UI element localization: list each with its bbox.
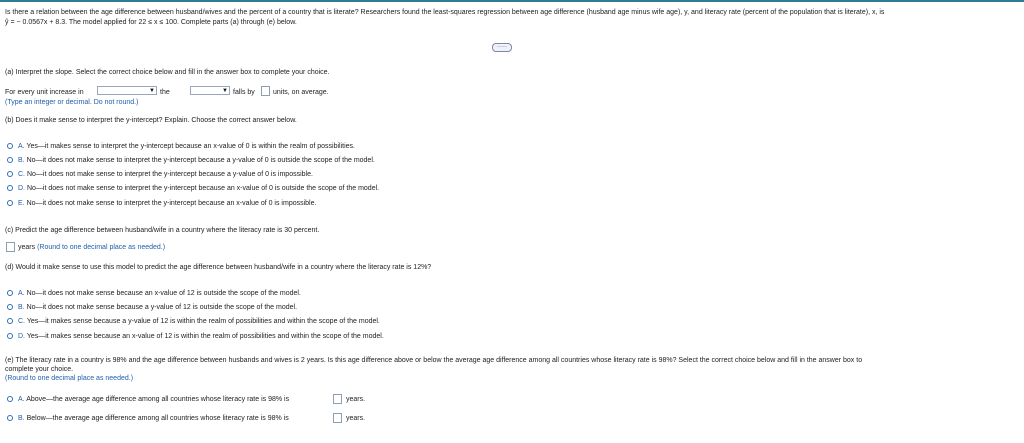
chevron-down-icon: ▼ (149, 88, 155, 94)
part-a-hint: (Type an integer or decimal. Do not round.) (5, 99, 139, 106)
part-c-years-line (18, 243, 165, 252)
part-b-radio-c[interactable] (7, 171, 13, 177)
part-a-variable-dropdown-1[interactable] (97, 86, 157, 95)
part-e-years-b: years. (346, 415, 366, 422)
option-letter: C. (18, 171, 25, 178)
option-text: No—it does not make sense to interpret the y-intercept because an x-value of 0 is impossible. (26, 200, 317, 207)
part-d-radio-c[interactable] (7, 318, 13, 324)
part-d-prompt: (d) Would it make sense to use this model to predict the age difference between husband/wife in a country where the literacy rate is 12%? (5, 264, 432, 271)
part-b-radio-e[interactable] (7, 200, 13, 206)
part-d-option-b[interactable] (18, 303, 297, 312)
part-e-radio-a[interactable] (7, 396, 13, 402)
option-letter: B. (18, 415, 25, 422)
part-d-option-c[interactable] (18, 317, 380, 326)
part-a-units-average: units, on average. (273, 89, 329, 96)
part-a-falls-by: falls by (233, 89, 255, 96)
option-text: No—it does not make sense to interpret the y-intercept because a y-value of 0 is impossible. (26, 171, 313, 178)
option-letter: A. (18, 143, 25, 150)
option-text: Yes—it makes sense because an x-value of 12 is within the realm of possibilities and within the scope of the model. (26, 333, 384, 340)
option-letter: B. (18, 304, 25, 311)
part-a-variable-dropdown-2[interactable] (190, 86, 230, 95)
option-letter: B. (18, 157, 25, 164)
part-c-answer-box[interactable] (6, 242, 15, 252)
part-e-option-a[interactable] (18, 395, 289, 404)
chevron-down-icon: ▼ (222, 88, 228, 94)
part-b-option-a[interactable] (18, 142, 355, 151)
part-b-radio-d[interactable] (7, 185, 13, 191)
option-text: Below—the average age difference among all countries whose literacy rate is 98% is (26, 415, 289, 422)
part-b-option-e[interactable] (18, 199, 316, 208)
part-b-prompt: (b) Does it make sense to interpret the y-intercept? Explain. Choose the correct answer below. (5, 117, 297, 124)
intro-line-2: ŷ = − 0.0567x + 8.3. The model applied for 22 ≤ x ≤ 100. Complete parts (a) through (e) below. (5, 19, 297, 26)
part-d-radio-b[interactable] (7, 304, 13, 310)
part-e-years-a: years. (346, 396, 366, 403)
option-text: No—it does not make sense to interpret the y-intercept because a y-value of 0 is outside the scope of the model. (26, 157, 375, 164)
part-a-sentence-start: For every unit increase in (5, 89, 84, 96)
part-c-hint: (Round to one decimal place as needed.) (37, 244, 166, 251)
part-d-radio-d[interactable] (7, 333, 13, 339)
option-text: No—it does not make sense because an x-value of 12 is outside the scope of the model. (26, 290, 301, 297)
option-letter: D. (18, 185, 25, 192)
part-d-option-a[interactable] (18, 289, 301, 298)
option-text: Above—the average age difference among all countries whose literacy rate is 98% is (26, 396, 290, 403)
part-d-option-d[interactable] (18, 332, 384, 341)
top-accent-bar (0, 0, 1024, 2)
part-c-years: years (18, 244, 36, 251)
part-b-radio-a[interactable] (7, 143, 13, 149)
option-letter: A. (18, 396, 25, 403)
option-text: Yes—it makes sense to interpret the y-intercept because an x-value of 0 is within the realm of possibilities. (26, 143, 355, 150)
option-letter: A. (18, 290, 25, 297)
part-e-answer-box-b[interactable] (333, 413, 342, 423)
option-letter: E. (18, 200, 25, 207)
part-e-hint: (Round to one decimal place as needed.) (5, 375, 134, 382)
part-d-radio-a[interactable] (7, 290, 13, 296)
part-b-radio-b[interactable] (7, 157, 13, 163)
more-options-button[interactable]: ····· (492, 43, 512, 52)
part-e-prompt-line-1: (e) The literacy rate in a country is 98% and the age difference between husbands and wives is 2 years. Is this age difference above or below the average age difference among all countries whose literacy rate is 98%? Select the correct choice below and fill in the answer box to (5, 357, 863, 364)
part-b-option-c[interactable] (18, 170, 313, 179)
intro-line-1: Is there a relation between the age difference between husband/wives and the percent of a country that is literate? Researchers found the least-squares regression between age difference (husband age minus wife age), y, and literacy rate (percent of the population that is literate), x, is (5, 9, 885, 16)
part-b-option-d[interactable] (18, 184, 379, 193)
option-letter: D. (18, 333, 25, 340)
part-a-the: the (160, 89, 170, 96)
part-a-prompt: (a) Interpret the slope. Select the correct choice below and fill in the answer box to complete your choice. (5, 69, 330, 76)
option-text: No—it does not make sense to interpret the y-intercept because an x-value of 0 is outside the scope of the model. (26, 185, 380, 192)
part-a-answer-box[interactable] (261, 86, 270, 96)
part-e-answer-box-a[interactable] (333, 394, 342, 404)
part-e-option-b[interactable] (18, 414, 289, 423)
part-e-prompt-line-2: complete your choice. (5, 366, 74, 373)
part-b-option-b[interactable] (18, 156, 375, 165)
part-c-prompt: (c) Predict the age difference between husband/wife in a country where the literacy rate is 30 percent. (5, 227, 320, 234)
option-text: Yes—it makes sense because a y-value of 12 is within the realm of possibilities and within the scope of the model. (26, 318, 380, 325)
option-letter: C. (18, 318, 25, 325)
part-e-radio-b[interactable] (7, 415, 13, 421)
option-text: No—it does not make sense because a y-value of 12 is outside the scope of the model. (26, 304, 298, 311)
